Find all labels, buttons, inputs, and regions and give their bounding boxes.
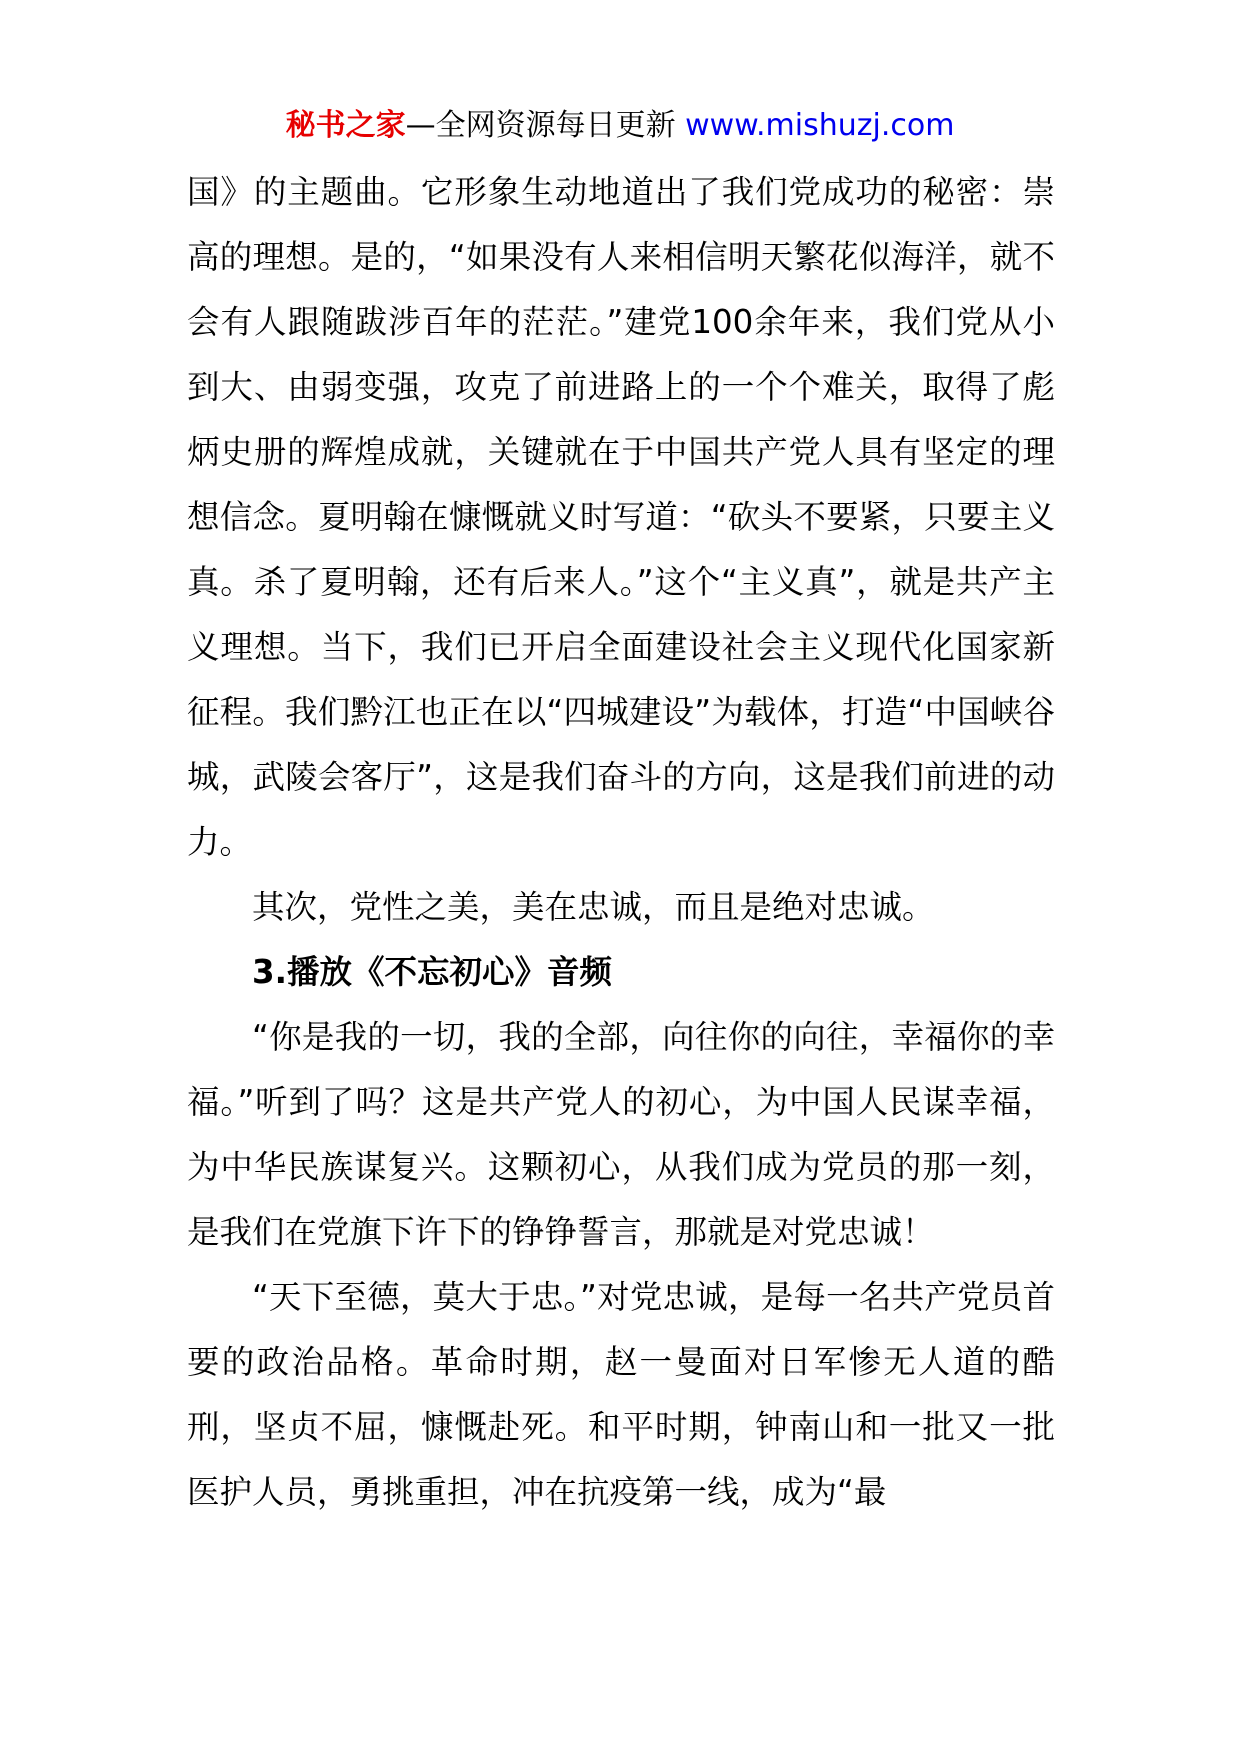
paragraph-loyalty: 其次，党性之美，美在忠诚，而且是绝对忠诚。 [252,888,935,926]
page-header [0,104,1240,148]
section-heading: 3.播放《不忘初心》音频 [252,953,612,991]
document-body [187,160,1055,1525]
paragraph-continued: 国》的主题曲。它形象生动地道出了我们党成功的秘密：崇高的理想。是的，“如果没有人来相信明天繁花似海洋，就不会有人跟随跋涉百年的茫茫。”建党100余年来，我们党从小到大、由弱变强，攻克了前进路上的一个个难关，取得了彪炳史册的辉煌成就，关键就在于中国共产党人具有坚定的理想信念。夏明翰在慷慨就义时写道：“砍头不要紧，只要主义真。杀了夏明翰，还有后来人。”这个“主义真”，就是共产主义理想。当下，我们已开启全面建设社会主义现代化国家新征程。我们黔江也正在以“四城建设”为载体，打造“中国峡谷城，武陵会客厅”，这是我们奋斗的方向，这是我们前进的动力。 [187,173,1055,861]
paragraph-supreme-virtue: “天下至德，莫大于忠。”对党忠诚，是每一名共产党员首要的政治品格。革命时期，赵一曼面对日军惨无人道的酷刑，坚贞不屈，慷慨赴死。和平时期，钟南山和一批又一批医护人员，勇挑重担，冲在抗疫第一线，成为“最 [187,1278,1055,1511]
paragraph-original-aspiration: “你是我的一切，我的全部，向往你的向往，幸福你的幸福。”听到了吗？这是共产党人的初心，为中国人民谋幸福，为中华民族谋复兴。这颗初心，从我们成为党员的那一刻，是我们在党旗下许下的铮铮誓言，那就是对党忠诚！ [187,1018,1055,1251]
header-tagline: —全网资源每日更新 [405,108,676,143]
brand-name: 秘书之家 [285,108,406,143]
site-url-link[interactable]: www.mishuzj.com [685,108,955,143]
